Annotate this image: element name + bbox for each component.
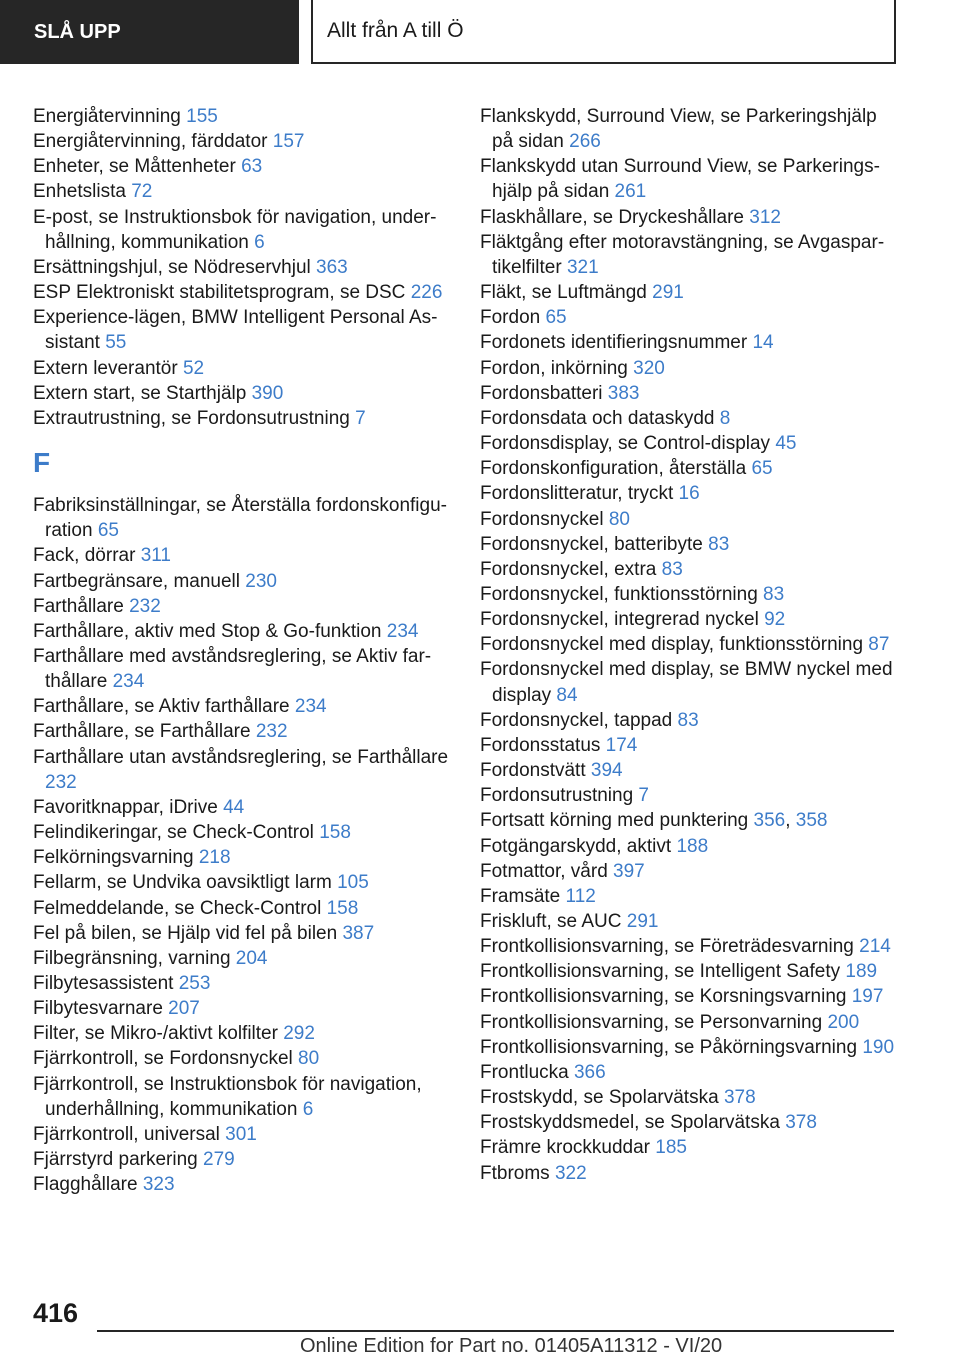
- index-entry: [480, 381, 900, 406]
- page-reference-link[interactable]: 378: [723, 1087, 756, 1109]
- page-reference-link[interactable]: 158: [326, 897, 359, 919]
- index-entry-text: Fordonsnyckel: [480, 508, 609, 530]
- page-reference-link[interactable]: 207: [168, 998, 200, 1020]
- index-entry-text: Fordonsnyckel, integrerad nyckel: [480, 609, 765, 631]
- index-entry: [480, 431, 900, 456]
- index-entry-text: Fordonsutrustning: [480, 785, 639, 807]
- index-entry: [480, 834, 900, 859]
- index-entry: [33, 946, 458, 971]
- index-entry: [33, 745, 458, 795]
- page-reference-link[interactable]: 16: [678, 483, 700, 505]
- index-entry-text: Filbytesassistent: [33, 973, 179, 994]
- index-entry-text: Fjärrstyrd parkering: [33, 1149, 203, 1171]
- index-entry: [33, 896, 458, 921]
- page-reference-link[interactable]: 218: [198, 847, 231, 869]
- index-entry-text: Enheter, se Måttenheter: [33, 156, 242, 178]
- index-entry-text: Flaskhållare, se Dryckeshållare: [480, 206, 750, 228]
- page-reference-link[interactable]: 174: [605, 734, 638, 756]
- page-reference-link[interactable]: 232: [129, 595, 161, 617]
- index-entry: [480, 305, 900, 330]
- index-entry-text: Fordonsbatteri: [480, 382, 608, 404]
- index-entry: [480, 808, 900, 833]
- index-entry: [480, 154, 900, 204]
- index-entry: [480, 356, 900, 381]
- page-reference-link[interactable]: 84: [556, 684, 578, 706]
- page-reference-link[interactable]: 83: [661, 558, 683, 580]
- index-entry: [480, 708, 900, 733]
- page-reference-link[interactable]: 80: [608, 508, 630, 530]
- header-section-title: [311, 0, 896, 64]
- index-entry-text: Fordonsnyckel, funktionsstörning: [480, 583, 764, 605]
- index-entry: [480, 532, 900, 557]
- index-entry: [33, 870, 458, 895]
- index-entry-text: ESP Elektroniskt stabilitetsprogram, se DSC: [33, 282, 411, 304]
- index-entry: [33, 381, 458, 406]
- index-entry-text: Fordonets identifieringsnummer: [480, 332, 753, 354]
- page-reference-link[interactable]: 383: [607, 382, 640, 404]
- page-reference-link[interactable]: 226: [410, 282, 443, 304]
- page-reference-link[interactable]: 356: [753, 810, 786, 832]
- index-entry-text: Flagghållare: [33, 1174, 143, 1196]
- index-entry: [33, 1021, 458, 1046]
- index-entry-text: Felkörningsvarning: [33, 847, 199, 869]
- footer-edition-text: Online Edition for Part no. 01405A11312 - VI/20: [300, 1335, 723, 1357]
- index-entry-text: Fordonsdisplay, se Control-display: [480, 433, 776, 455]
- page-reference-link[interactable]: 65: [751, 458, 773, 480]
- index-entry: [480, 909, 900, 934]
- index-entry: [33, 1147, 458, 1172]
- index-entry-text: Flankskydd, Surround View, se Parkeringshjälp på sidan: [480, 106, 877, 153]
- page-reference-link[interactable]: 200: [827, 1011, 860, 1033]
- index-entry: [33, 305, 458, 355]
- page-reference-link[interactable]: 291: [652, 282, 684, 304]
- page-reference-link[interactable]: 311: [140, 545, 171, 567]
- index-entry-text: Frontkollisionsvarning, se Korsningsvarning: [480, 986, 852, 1008]
- index-entry-text: Fordonskonfiguration, återställa: [480, 458, 752, 480]
- page-reference-link[interactable]: 397: [613, 860, 645, 882]
- index-entry: [480, 104, 900, 154]
- page-reference-link[interactable]: 234: [112, 671, 145, 693]
- index-entry-text: Frontkollisionsvarning, se Personvarning: [480, 1011, 828, 1033]
- index-entry: [480, 1035, 900, 1060]
- index-letter-heading: F: [33, 447, 51, 479]
- index-entry: [480, 632, 900, 657]
- page-reference-link[interactable]: 112: [565, 885, 596, 907]
- index-entry-text: Farthållare, aktiv med Stop & Go-funktion: [33, 620, 387, 642]
- page-reference-link[interactable]: 188: [676, 835, 709, 857]
- index-entry-text: Fordonsdata och dataskydd: [480, 407, 720, 429]
- page-reference-link[interactable]: 321: [566, 256, 599, 278]
- page-reference-link[interactable]: 390: [251, 382, 284, 404]
- index-entry: [33, 996, 458, 1021]
- page-reference-link[interactable]: 80: [298, 1048, 320, 1070]
- page-reference-link[interactable]: 253: [178, 973, 211, 994]
- page-reference-link[interactable]: 83: [677, 709, 699, 731]
- index-entry: [480, 959, 900, 984]
- index-entry: [480, 1010, 900, 1035]
- index-entry-text: Frostskyddsmedel, se Spolarvätska: [480, 1112, 786, 1134]
- page-reference-link[interactable]: 65: [97, 520, 119, 542]
- index-entry-text: Ftbroms: [480, 1162, 555, 1184]
- page-reference-link[interactable]: 190: [862, 1036, 895, 1058]
- page-reference-link[interactable]: 266: [569, 131, 601, 153]
- index-entry: [480, 481, 900, 506]
- page-reference-link[interactable]: 292: [283, 1023, 315, 1045]
- index-entry-text: Felmeddelande, se Check-Control: [33, 897, 327, 919]
- index-entry: [480, 205, 900, 230]
- index-entry-text: Fack, dörrar: [33, 545, 141, 567]
- page-reference-link[interactable]: 387: [342, 922, 375, 944]
- page-reference-link[interactable]: 291: [626, 911, 659, 932]
- index-entry: [480, 657, 900, 707]
- index-entry: [480, 406, 900, 431]
- page-reference-link[interactable]: 394: [590, 760, 623, 782]
- page-reference-link[interactable]: 363: [316, 256, 348, 278]
- index-entry: [33, 1072, 458, 1122]
- index-entry: [480, 1161, 900, 1186]
- index-entry-text: Frontkollisionsvarning, se Påkörningsvarning: [480, 1036, 863, 1058]
- index-entry: [480, 230, 900, 280]
- page-reference-link[interactable]: 8: [719, 407, 731, 429]
- index-entry: [33, 820, 458, 845]
- index-entry-text: Fordonsnyckel med display, funktionsstörning: [480, 634, 869, 656]
- index-entry: [33, 1122, 458, 1147]
- index-entry: [33, 104, 458, 129]
- page-reference-link[interactable]: 83: [763, 583, 785, 605]
- index-entry: [33, 179, 458, 204]
- index-entry: [480, 456, 900, 481]
- index-entry: [33, 129, 458, 154]
- index-entry-text: Fläktgång efter motoravstängning, se Avgaspartikelfilter: [480, 231, 885, 278]
- page-reference-link[interactable]: 232: [255, 721, 288, 743]
- index-entries-f-continued: [480, 104, 900, 1186]
- page-reference-link[interactable]: 261: [614, 181, 647, 203]
- index-entry-text: Fläkt, se Luftmängd: [480, 282, 653, 304]
- index-entry-text: E-post, se Instruktionsbok för navigation, underhållning, kommunikation: [33, 206, 437, 253]
- header-tab-lookup: [0, 0, 299, 64]
- page-number: 416: [33, 1298, 79, 1328]
- index-column-right: [480, 104, 900, 1186]
- index-entry-text: Experience-lägen, BMW Intelligent Personal Assistant: [33, 307, 438, 354]
- index-entry: [480, 557, 900, 582]
- index-entry-text: Frontlucka: [480, 1061, 574, 1083]
- index-entry-text: Filbytesvarnare: [33, 998, 169, 1020]
- index-entry-text: Frontkollisionsvarning, se Företrädesvarning: [480, 936, 860, 958]
- page-reference-link[interactable]: 234: [386, 620, 419, 642]
- index-entry: [33, 205, 458, 255]
- index-entry-text: Farthållare utan avståndsreglering, se Farthållare: [33, 746, 449, 768]
- index-entry: [33, 594, 458, 619]
- page-reference-link[interactable]: 87: [868, 634, 890, 656]
- index-entry: [480, 984, 900, 1009]
- index-entry-text: Framsäte: [480, 885, 566, 907]
- index-entry: [33, 694, 458, 719]
- page-reference-link[interactable]: 323: [142, 1174, 175, 1196]
- index-entries-e: [33, 104, 458, 431]
- page-reference-link[interactable]: 378: [785, 1112, 817, 1134]
- page-reference-link[interactable]: 358: [795, 810, 828, 832]
- index-entry-text: Extern start, se Starthjälp: [33, 382, 252, 404]
- index-entry-text: Fel på bilen, se Hjälp vid fel på bilen: [33, 922, 343, 944]
- index-entry: [480, 783, 900, 808]
- page-reference-link[interactable]: 6: [254, 231, 265, 253]
- index-entry-text: Fordon, inkörning: [480, 357, 634, 379]
- index-entry: [480, 1110, 900, 1135]
- page-reference-link[interactable]: 55: [105, 332, 127, 354]
- page-reference-link[interactable]: 105: [337, 872, 369, 894]
- index-entry-text: Extern leverantör: [33, 357, 183, 379]
- index-entry: [33, 619, 458, 644]
- page-reference-link[interactable]: 92: [764, 609, 786, 631]
- page-reference-link[interactable]: 158: [319, 822, 351, 844]
- index-entry-text: Filbegränsning, varning: [33, 947, 236, 969]
- index-entry-text: Fordon: [480, 307, 546, 329]
- header-section-title-label: Allt från A till Ö: [327, 19, 464, 42]
- page-reference-link[interactable]: 366: [573, 1061, 606, 1083]
- index-entry-text: Fordonsnyckel, extra: [480, 558, 662, 580]
- index-entry-text: Fordonsnyckel, batteribyte: [480, 533, 709, 555]
- page-reference-link[interactable]: 44: [223, 796, 245, 818]
- index-entry-text: Energiåtervinning, färddator: [33, 131, 273, 153]
- index-entry-text: Fordonsnyckel, tappad: [480, 709, 678, 731]
- index-entry: [480, 1135, 900, 1160]
- index-entry-text: Enhetslista: [33, 181, 132, 203]
- page-reference-link[interactable]: 83: [708, 533, 730, 555]
- page-reference-link[interactable]: 322: [554, 1162, 587, 1184]
- index-entry: [33, 921, 458, 946]
- page-reference-link[interactable]: 157: [272, 131, 305, 153]
- page-reference-link[interactable]: 279: [203, 1149, 235, 1171]
- index-column-left: [33, 104, 458, 1197]
- page-reference-link[interactable]: 52: [182, 357, 205, 379]
- page-reference-link[interactable]: 312: [749, 206, 781, 228]
- page-reference-link[interactable]: 214: [859, 936, 891, 958]
- page-reference-link[interactable]: 232: [45, 771, 77, 793]
- index-entry-text: Farthållare, se Farthållare: [33, 721, 256, 743]
- page-ref-separator: ,: [785, 810, 796, 832]
- index-entry-text: Fordonslitteratur, tryckt: [480, 483, 679, 505]
- index-entries-f: [33, 493, 458, 1197]
- header-tab-lookup-label: SLÅ UPP: [34, 20, 121, 43]
- index-entry-text: Fartbegränsare, manuell: [33, 570, 246, 592]
- index-entry: [33, 255, 458, 280]
- index-entry-text: Farthållare, se Aktiv farthållare: [33, 696, 295, 718]
- index-entry: [480, 280, 900, 305]
- index-entry-text: Fjärrkontroll, se Instruktionsbok för navigation, underhållning, kommunikation: [33, 1073, 422, 1120]
- page-reference-link[interactable]: 185: [655, 1137, 687, 1159]
- index-entry-text: Fortsatt körning med punktering: [480, 810, 754, 832]
- index-entry: [33, 795, 458, 820]
- footer-divider: [97, 1330, 894, 1332]
- page-reference-link[interactable]: 6: [302, 1098, 314, 1120]
- index-entry: [33, 1046, 458, 1071]
- index-entry: [480, 884, 900, 909]
- page-reference-link[interactable]: 230: [245, 570, 277, 592]
- page-reference-link[interactable]: 72: [131, 181, 153, 203]
- index-entry-text: Fordonstvätt: [480, 760, 591, 782]
- index-entry-text: Friskluft, se AUC: [480, 911, 627, 932]
- index-entry: [480, 1060, 900, 1085]
- index-entry: [33, 719, 458, 744]
- index-entry-text: Farthållare: [33, 595, 130, 617]
- index-entry: [33, 493, 458, 543]
- index-entry: [480, 607, 900, 632]
- index-entry-text: Filter, se Mikro-/aktivt kolfilter: [33, 1023, 284, 1045]
- page-reference-link[interactable]: 234: [294, 696, 327, 718]
- index-entry: [480, 1085, 900, 1110]
- index-entry: [480, 733, 900, 758]
- index-entry: [33, 1172, 458, 1197]
- index-entry: [480, 582, 900, 607]
- index-entry-text: Fellarm, se Undvika oavsiktligt larm: [33, 872, 338, 894]
- page-reference-link[interactable]: 14: [752, 332, 774, 354]
- page-reference-link[interactable]: 197: [851, 986, 884, 1008]
- index-entry-text: Fordonsnyckel med display, se BMW nyckel med display: [480, 659, 893, 706]
- index-entry: [480, 758, 900, 783]
- index-entry: [480, 507, 900, 532]
- index-entry: [33, 280, 458, 305]
- index-entry: [33, 356, 458, 381]
- page-reference-link[interactable]: 155: [186, 106, 218, 127]
- page-reference-link[interactable]: 45: [775, 433, 797, 455]
- index-entry: [480, 330, 900, 355]
- index-entry-text: Fotgängarskydd, aktivt: [480, 835, 677, 857]
- index-entry-text: Fjärrkontroll, universal: [33, 1123, 226, 1145]
- index-entry-text: Extrautrustning, se Fordonsutrustning: [33, 407, 356, 429]
- index-entry-text: Främre krockkuddar: [480, 1137, 656, 1159]
- index-entry: [480, 934, 900, 959]
- index-entry: [33, 644, 458, 694]
- index-entry-text: Ersättningshjul, se Nödreservhjul: [33, 256, 317, 278]
- index-entry: [33, 543, 458, 568]
- index-entry-text: Frostskydd, se Spolarvätska: [480, 1087, 724, 1109]
- index-entry: [33, 971, 458, 996]
- index-entry-text: Flankskydd utan Surround View, se Parkeringshjälp på sidan: [480, 156, 880, 203]
- index-entry-text: Felindikeringar, se Check-Control: [33, 822, 320, 844]
- page-reference-link[interactable]: 204: [235, 947, 268, 969]
- index-entry-text: Favoritknappar, iDrive: [33, 796, 224, 818]
- page-reference-link[interactable]: 65: [545, 307, 567, 329]
- index-entry-text: Energiåtervinning: [33, 106, 187, 127]
- index-entry: [33, 406, 458, 431]
- index-entry-text: Fordonsstatus: [480, 734, 606, 756]
- index-entry: [33, 569, 458, 594]
- index-entry-text: Farthållare med avståndsreglering, se Aktiv farthållare: [33, 645, 432, 693]
- index-entry-text: Fjärrkontroll, se Fordonsnyckel: [33, 1048, 299, 1070]
- page-reference-link[interactable]: 301: [225, 1123, 257, 1145]
- index-entry-text: Frontkollisionsvarning, se Intelligent Safety: [480, 961, 846, 983]
- index-entry: [33, 154, 458, 179]
- page-reference-link[interactable]: 63: [241, 156, 263, 178]
- page-reference-link[interactable]: 7: [638, 785, 649, 807]
- page-reference-link[interactable]: 320: [633, 357, 665, 379]
- index-entry: [480, 859, 900, 884]
- index-entry: [33, 845, 458, 870]
- page-reference-link[interactable]: 7: [355, 407, 366, 429]
- index-entry-text: Fabriksinställningar, se Återställa fordonskonfiguration: [33, 495, 447, 542]
- page-reference-link[interactable]: 189: [845, 961, 878, 983]
- index-entry-text: Fotmattor, vård: [480, 860, 614, 882]
